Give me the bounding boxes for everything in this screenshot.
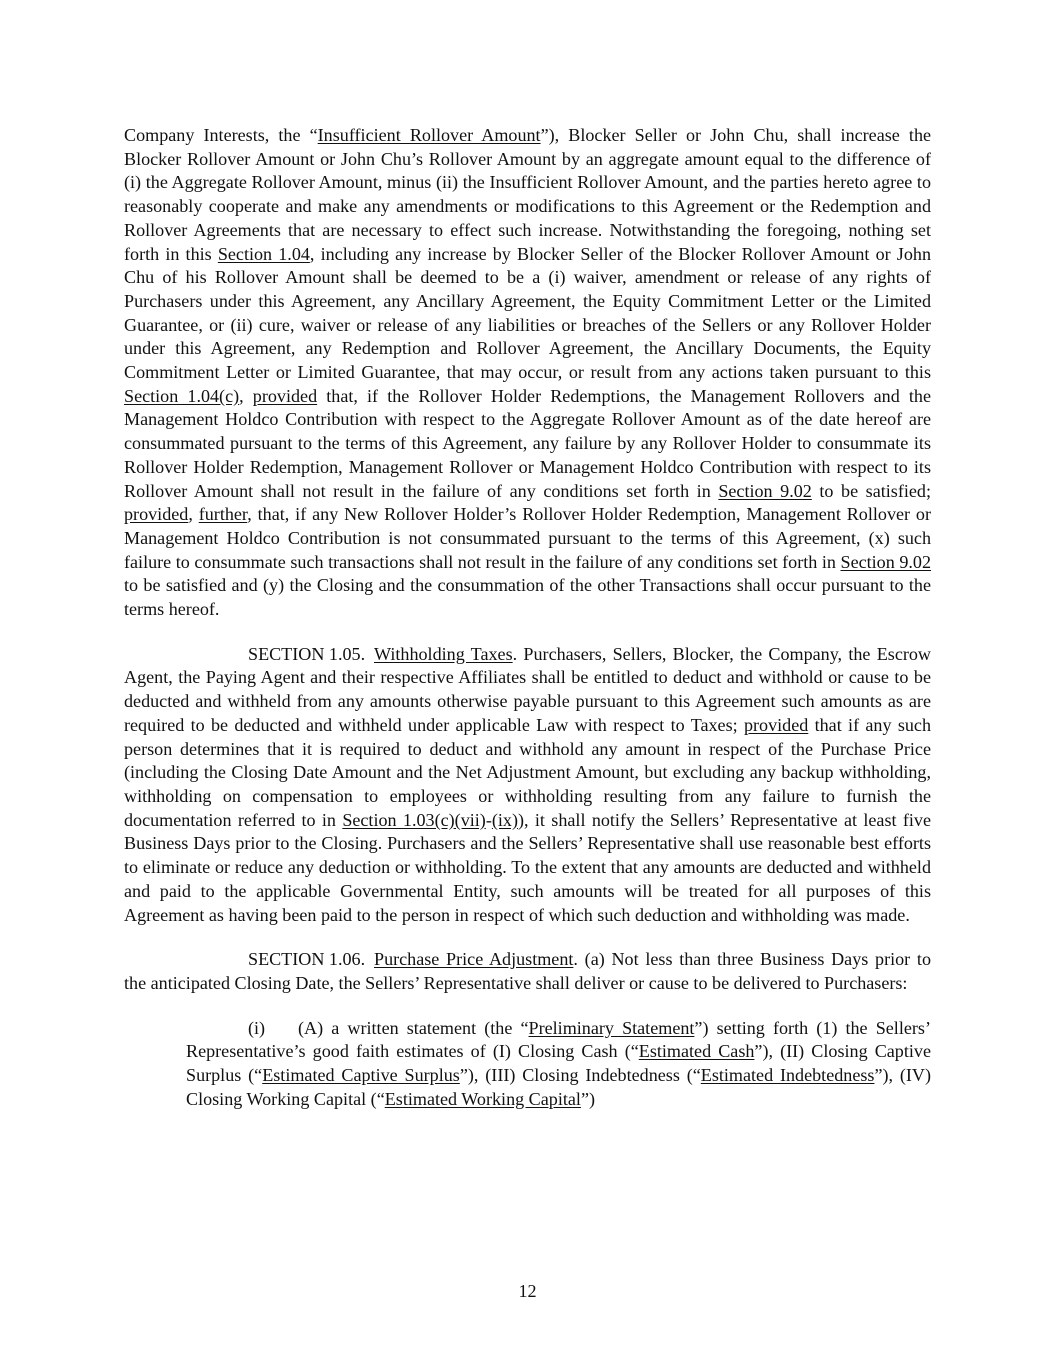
page-number: 12 — [518, 1281, 537, 1301]
section-reference: Section 1.04(c) — [124, 385, 240, 406]
proviso-term: further — [198, 504, 248, 525]
text-run: Company Interests, the “ — [124, 125, 318, 145]
text-run: to be satisfied and (y) the Closing and the consummation of the other Transactions shall occur pursuant to the terms hereof. — [124, 575, 931, 620]
section-title: Withholding Taxes — [374, 643, 513, 664]
proviso-term: provided — [124, 504, 189, 525]
defined-term: Preliminary Statement — [528, 1017, 695, 1038]
document-page — [124, 124, 931, 1111]
section-reference: (ix) — [491, 809, 518, 830]
text-run: , — [239, 385, 253, 406]
text-run: ”) setting forth (1) the Sellers’ Representative’s good faith estimates of (I) Closing Cash (“ — [186, 1017, 931, 1062]
section-reference: Section 1.04 — [217, 243, 310, 264]
text-run: ), it shall notify the Sellers’ Representative at least five Business Days prior to the Closing. Purchasers and the Sellers’ Representative shall use reasonable best efforts to eliminate or reduce any deduction or withholding. To the extent that any amounts are deducted and withheld and paid to the applicable Governmental Entity, such amounts will be treated for all purposes of this Agreement as having been paid to the person in respect of which such deduction and withholding was made. — [124, 809, 931, 925]
text-run: (A) a written statement (the “ — [298, 1017, 529, 1038]
section-reference: Section 9.02 — [840, 551, 931, 572]
text-run: that, if the Rollover Holder Redemptions, the Management Rollovers and the Management Holdco Contribution with respect to the Aggregate Rollover Amount as of the date hereof are consummated pursuant to the terms of this Agreement, any failure by any Rollover Holder to consummate its Rollover Holder Redemption, Management Rollover or Management Holdco Contribution with respect to its Rollover Amount shall not result in the failure of any conditions set forth in — [124, 385, 932, 501]
defined-term: Estimated Cash — [638, 1041, 755, 1062]
text-run: - — [485, 809, 492, 830]
text-run: ”), (II) Closing Captive Surplus (“ — [186, 1041, 931, 1086]
defined-term: Estimated Captive Surplus — [262, 1065, 460, 1086]
text-run: , — [188, 504, 199, 525]
text-run: ”), (IV) Closing Working Capital (“ — [186, 1065, 932, 1109]
proviso-term: provided — [743, 714, 809, 735]
section-1-05-withholding-taxes — [124, 643, 931, 927]
subsection-i-preliminary-statement — [186, 1017, 931, 1112]
text-run: . Purchasers, Sellers, Blocker, the Company, the Escrow Agent, the Paying Agent and their respective Affiliates shall be entitled to deduct and withhold or cause to be deducted and withheld from any amounts otherwise payable pursuant to this Agreement such amounts as are required to be deducted and withheld under applicable Law with respect to Taxes; — [124, 643, 931, 735]
text-run: . (a) Not less than three Business Days prior to the anticipated Closing Date, the Sellers’ Representative shall deliver or cause to be delivered to Purchasers: — [124, 949, 931, 993]
proviso-term: provided — [252, 385, 318, 406]
text-run: , that, if any New Rollover Holder’s Rollover Holder Redemption, Management Rollover or Management Holdco Contribution is not consummated pursuant to the terms of this Agreement, (x) such failure to consummate such transactions shall not result in the failure of any conditions set forth in — [124, 504, 931, 572]
defined-term: Insufficient Rollover Amount — [317, 125, 541, 145]
defined-term: Estimated Indebtedness — [700, 1065, 875, 1086]
text-run: ”), (III) Closing Indebtedness (“ — [459, 1065, 701, 1086]
defined-term: Estimated Working Capital — [384, 1088, 581, 1109]
text-run: , including any increase by Blocker Seller of the Blocker Rollover Amount or John Chu of his Rollover Amount shall be deemed to be a (i) waiver, amendment or release of any rights of Purchasers under this Agreement, any Ancillary Agreement, the Equity Commitment Letter or the Limited Guarantee, or (ii) cure, waiver or release of any liabilities or breaches of the Sellers or any Rollover Holder under this Agreement, any Redemption and Rollover Agreement, the Ancillary Documents, the Equity Commitment Letter or Limited Guarantee, that may occur, or result from any actions taken pursuant to this — [124, 243, 931, 383]
text-run: to be satisfied; — [811, 480, 931, 501]
item-label: (i) — [248, 1017, 266, 1038]
text-run: that if any such person determines that it is required to deduct and withhold any amount in respect of the Purchase Price (including the Closing Date Amount and the Net Adjustment Amount, but excluding any backup withholding, withholding on compensation to employees or withholding resulting from any failure to furnish the documentation referred to in — [124, 714, 931, 830]
section-reference: Section 9.02 — [718, 480, 812, 501]
section-reference: Section 1.03(c)(vii) — [342, 809, 486, 830]
section-number: SECTION 1.06. — [248, 949, 366, 970]
text-run: ”) — [580, 1088, 596, 1109]
rollover-continuation-paragraph — [124, 124, 931, 622]
section-1-06-purchase-price-adjustment — [124, 948, 931, 995]
section-number: SECTION 1.05. — [248, 643, 366, 664]
text-run: ”), Blocker Seller or John Chu, shall increase the Blocker Rollover Amount or John Chu’s Rollover Amount by an aggregate amount equal to the difference of (i) the Aggregate Rollover Amount, minus (ii) the Insufficient Rollover Amount, and the parties hereto agree to reasonably cooperate and make any amendments or modifications to this Agreement or the Redemption and Rollover Agreements that are necessary to effect such increase. Notwithstanding the foregoing, nothing set forth in this — [124, 125, 932, 264]
section-title: Purchase Price Adjustment — [374, 949, 574, 970]
